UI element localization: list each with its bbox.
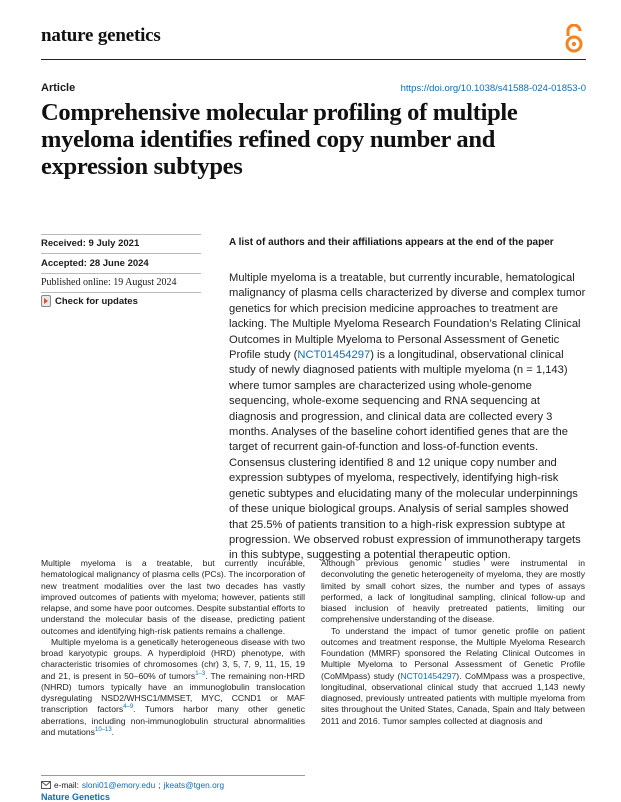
article-title: Comprehensive molecular profiling of multiple myeloma identifies refined copy number and expression subtypes [41, 99, 518, 180]
meta-divider [41, 234, 201, 235]
reference-citation[interactable]: 4–9 [123, 704, 134, 711]
abstract-text: ) is a longitudinal, observational clinical study of newly diagnosed patients with multiple myeloma (n = 1,143) where tumor samples are characterized using whole-genome sequencing, whole-exome sequencing and RNA sequencing at diagnosis and progression, and clinical data are collected every 3 months. Analyses of the baseline cohort identified genes that are the target of recurrent gain-of-function and loss-of-function events. Consensus clustering identified 8 and 12 unique copy number and expression subtypes of myeloma, respectively, identifying high-risk genetic subtypes and elucidating many of the molecular underpinnings of these unique biological groups. Analysis of serial samples showed that 25.5% of patients transition to a high-risk expression subtype at progression. We observed robust expression of immunotherapy targets in this subtype, suggesting a potential therapeutic option. [229, 349, 581, 562]
correspondence-email [41, 780, 224, 790]
meta-divider [41, 253, 201, 254]
body-text: Multiple myeloma is a genetically heterogeneous disease with two broad karyotypic groups. A hyperdiploid (HRD) phenotype, with characteristic trisomies of chromosomes (chr) 3, 5, 7, 9, 11, 15, 19 and 21, is present in 50–60% of tumors [41, 636, 305, 681]
trial-link[interactable]: NCT01454297 [297, 349, 371, 362]
email-prefix: e-mail: [54, 780, 79, 790]
abstract [229, 271, 589, 564]
accepted-date: Accepted: 28 June 2024 [41, 258, 149, 269]
check-for-updates-icon [41, 295, 51, 307]
body-text: ). CoMMpass was a prospective, longitudinal, observational clinical study that accrued 1,143 newly diagnosed, previously untreated patients with multiple myeloma from sites throughout the United States, Canada, Spain and Italy between 2011 and 2016. Tumor samples collected at diagnosis and [321, 670, 586, 726]
reference-citation[interactable]: 10–13 [94, 726, 112, 733]
header-rule [41, 59, 586, 60]
received-date: Received: 9 July 2021 [41, 238, 140, 249]
abstract-text: Multiple myeloma is a treatable, but currently incurable, hematological malignancy of plasma cells characterized by diverse and complex tumor genetics for which precision medicine approaches to treatment are lacking. The Multiple Myeloma Research Foundation’s Relating Clinical Outcomes in Multiple Myeloma to Personal Assessment of Genetic Profile study ( [229, 272, 586, 362]
footer-journal: Nature Genetics [41, 792, 111, 802]
body-paragraph [321, 626, 585, 727]
reference-citation[interactable]: 1–3 [195, 670, 206, 677]
published-date: Published online: 19 August 2024 [41, 277, 177, 288]
article-type: Article [41, 82, 76, 94]
body-text: . [111, 726, 115, 737]
journal-name: nature genetics [41, 25, 161, 46]
body-paragraph: Although previous genomic studies were instrumental in deconvoluting the genetic heterogeneity of myeloma, they are mostly limited by small cohort sizes, the number and types of assays performed, a lack of longitudinal sampling, clinical follow-up and biased inclusion of heavily pretreated patients, limiting our comprehensive understanding of the disease. [321, 558, 585, 625]
doi-link[interactable]: https://doi.org/10.1038/s41588-024-01853-0 [400, 83, 586, 94]
check-for-updates-button[interactable] [41, 295, 138, 307]
open-access-icon [563, 24, 585, 54]
body-text: To understand the impact of tumor genetic profile on patient outcomes and treatment response, the Multiple Myeloma Research Foundation (MMRF) sponsored the Relating Clinical Outcomes in Multiple Myeloma to Personal Assessment of Genetic Profile (CoMMpass) study ( [321, 625, 585, 681]
trial-link[interactable]: NCT01454297 [400, 670, 457, 681]
email-separator: ; [158, 780, 161, 790]
body-text: . The remaining non-HRD (NHRD) tumors typically have an immunoglobulin translocation dysregulating NSD2/WHSC1/MMSET, MYC, CCND1 or MAF transcription factors [41, 670, 305, 715]
envelope-icon [41, 781, 51, 789]
email-link[interactable]: sloni01@emory.edu [81, 780, 156, 790]
email-link[interactable]: jkeats@tgen.org [163, 780, 225, 790]
body-text: . Tumors harbor many other genetic aberrations, including non-immunoglobulin structural abnormalities and mutations [41, 704, 305, 737]
body-column-left [41, 558, 305, 738]
body-paragraph [41, 637, 305, 738]
meta-divider [41, 273, 201, 274]
authors-note: A list of authors and their affiliations appears at the end of the paper [229, 237, 554, 248]
meta-divider [41, 292, 201, 293]
body-column-right [321, 558, 585, 727]
body-paragraph: Multiple myeloma is a treatable, but currently incurable, hematological malignancy of plasma cells (PCs). The incorporation of new treatment modalities over the last two decades has vastly improved outcomes of patients with myeloma; however, patients still relapse, and some have poor outcomes. Despite substantial efforts to understand the molecular basis of the disease, predicting patient outcomes and identifying high-risk patients remains a challenge. [41, 558, 306, 636]
check-for-updates-label: Check for updates [55, 295, 138, 307]
email-divider [41, 775, 305, 776]
